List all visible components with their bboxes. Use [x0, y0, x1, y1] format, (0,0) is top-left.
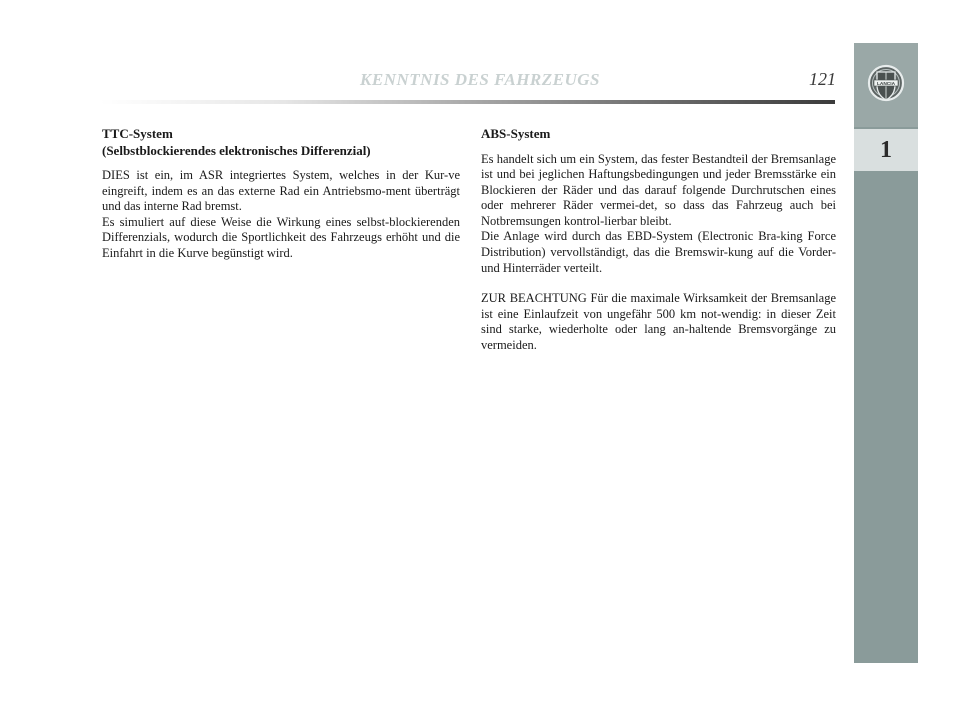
logo-text: LANCIA: [876, 82, 896, 87]
right-column: [481, 126, 836, 354]
ttc-paragraph-2: Es simuliert auf diese Weise die Wirkung eines selbst-blockierenden Differenzials, wodurch die Sportlichkeit des Fahrzeugs erhöht und die Einfahrt in die Kurve begünstigt wird.: [102, 214, 460, 260]
ttc-paragraph-1: DIES ist ein, im ASR integriertes System, welches in der Kur-ve eingreift, indem es an das externe Rad ein Antriebsmo-ment überträgt und das interne Rad bremst.: [102, 168, 460, 214]
chapter-title: KENNTNIS DES FAHRZEUGS: [360, 70, 600, 89]
heading-line-2: (Selbstblockierendes elektronisches Differenzial): [102, 142, 371, 158]
section-heading-abs: ABS-System: [481, 126, 551, 141]
abs-note-paragraph: ZUR BEACHTUNG Für die maximale Wirksamkeit der Bremsanlage ist eine Einlaufzeit von ungefähr 500 km not-wendig: in dieser Zeit sind starke, wiederholte oder lang an-haltende Bremsvorgänge zu vermeiden.: [481, 291, 836, 353]
left-column: [102, 126, 460, 262]
abs-paragraph-2: Die Anlage wird durch das EBD-System (Electronic Bra-king Force Distribution) vervollständigt, das die Bremswir-kung auf die Vorder- und Hinterräder verteilt.: [481, 229, 836, 275]
header-rule: [100, 100, 835, 104]
heading-line-1: TTC-System: [102, 126, 173, 141]
lancia-shield-icon: [866, 63, 906, 111]
abs-paragraph-1: Es handelt sich um ein System, das fester Bestandteil der Bremsanlage ist und bei jeglichen Haftungsbedingungen und jeder Bremsstärke ein Blockieren der Räder und das darauf folgende Durchrutschen eines oder mehrerer Räder vermei-det, so dass das Fahrzeug auch bei Notbremsungen kontrol-lierbar bleibt.: [481, 151, 836, 228]
chapter-number-tab: 1: [854, 129, 918, 171]
page-number: 121: [809, 69, 836, 89]
section-heading-ttc: [102, 126, 460, 159]
chapter-sidebar: [854, 43, 918, 663]
paragraph-gap: [481, 276, 836, 291]
logo-box: [854, 43, 918, 127]
